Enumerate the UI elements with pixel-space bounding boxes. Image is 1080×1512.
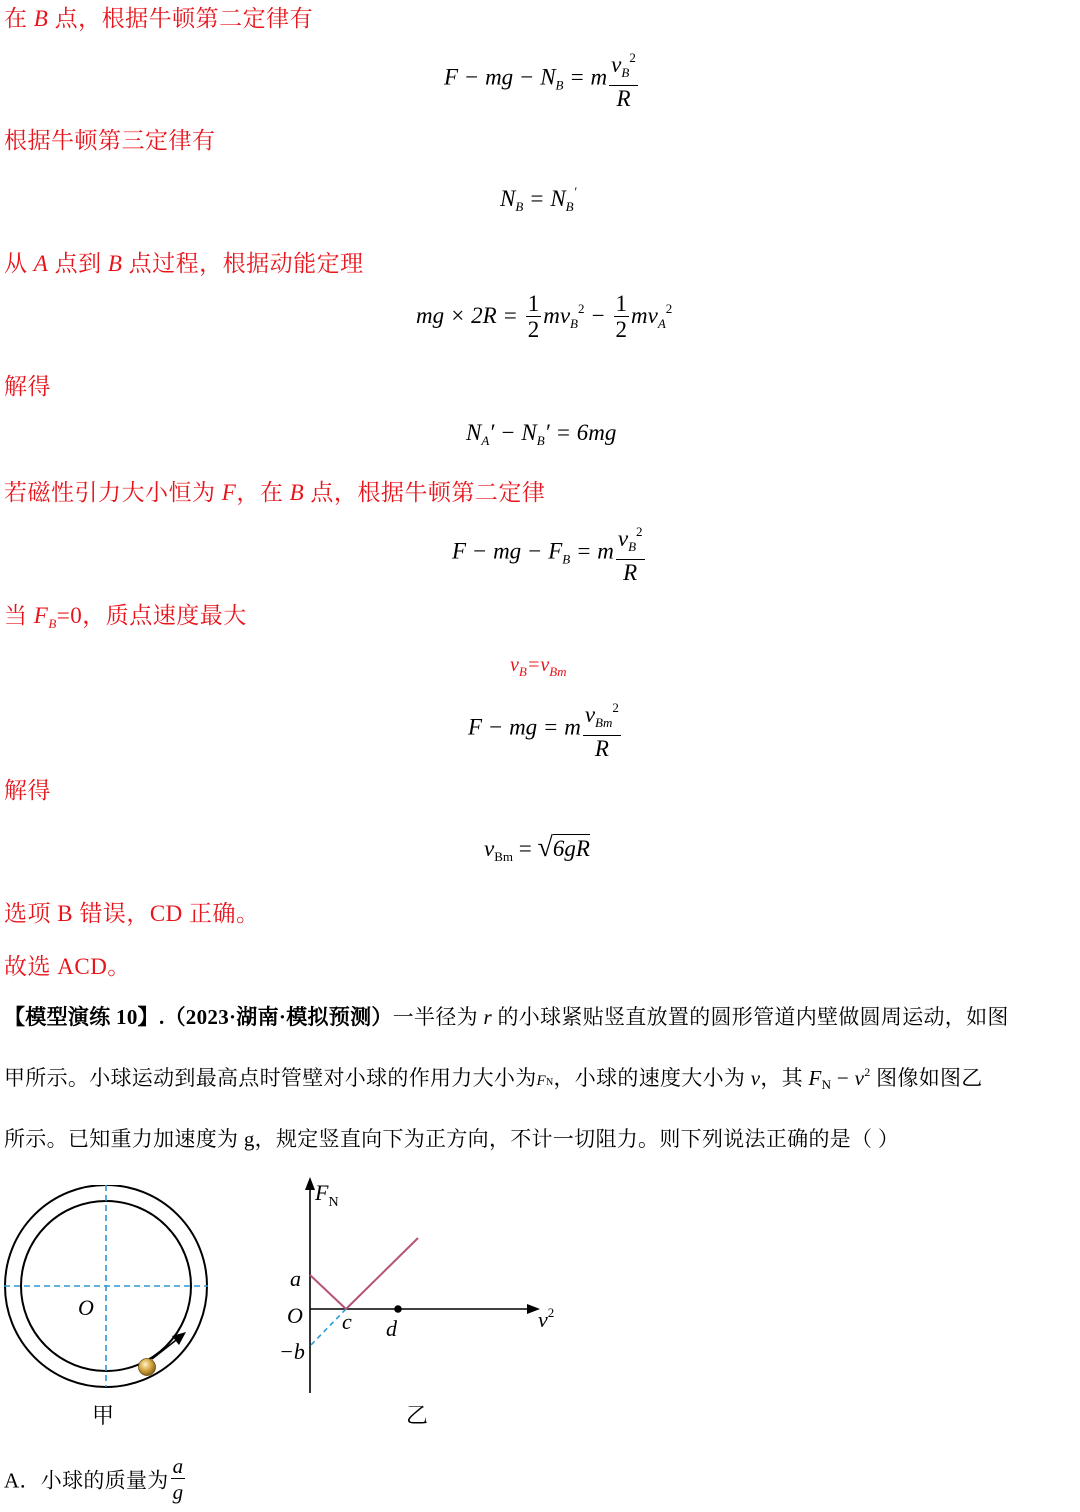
y-axis-label: $F_N$	[315, 1180, 339, 1210]
graph-line-left	[310, 1275, 346, 1309]
figure-circular-tube	[0, 1185, 230, 1435]
problem-line-3: 所示。已知重力加速度为 g，规定竖直向下为正方向，不计一切阻力。则下列说法正确的是（ ）	[4, 1127, 900, 1151]
point-d	[394, 1305, 402, 1313]
equation-newton-second-B: F − mg − $N_B = m$ $\frac{v_B^2}{R}$	[444, 50, 636, 111]
solution-line-3: 从 A 点到 B 点过程，根据动能定理	[4, 251, 364, 276]
x-axis-label: $v^2$	[538, 1305, 555, 1332]
equation-normal-force-difference: $N_A' - N_B' = 6mg$	[466, 420, 617, 448]
solution-line-9: 故选 ACD。	[4, 954, 131, 979]
figure-a-caption: 甲	[92, 1403, 115, 1428]
velocity-arrow-head	[172, 1332, 186, 1345]
problem-line-1: 【模型演练 10】.（2023·湖南·模拟预测）一半径为 r 的小球紧贴竖直放置的圆形管道内壁做圆周运动，如图	[4, 1005, 1009, 1029]
figure-force-velocity-graph	[270, 1175, 580, 1445]
label-c: c	[342, 1309, 352, 1334]
problem-line-2: 甲所示。小球运动到最高点时管壁对小球的作用力大小为FN，小球的速度大小为 v，其 FN − $v^2$ 图像如图乙	[4, 1065, 983, 1092]
label-O: O	[287, 1303, 303, 1328]
center-label: O	[78, 1295, 94, 1320]
equation-max-speed: $v_B=v_{Bm}$	[510, 654, 567, 679]
label-d: d	[386, 1316, 397, 1341]
solution-line-7: 解得	[4, 778, 51, 803]
label-minus-b: −b	[279, 1339, 305, 1364]
equation-max-speed-result: $v_{Bm} = √6gR$	[484, 832, 590, 864]
figure-b-caption: 乙	[406, 1403, 429, 1428]
solution-line-2: 根据牛顿第三定律有	[4, 128, 216, 153]
solution-line-6: 当 $F_B=0$，质点速度最大	[4, 603, 247, 631]
ball	[139, 1359, 156, 1376]
solution-line-5: 若磁性引力大小恒为 F，在 B 点，根据牛顿第二定律	[4, 480, 546, 505]
equation-magnetic-force: F − mg − $F_B = m$ $\frac{v_B^2}{R}$	[452, 524, 643, 585]
equation-kinetic-energy: mg × 2R = $\frac{1}{2}$ $mv_B^2$ − $\frac{1}{2}$ $mv_A^2$	[416, 291, 673, 342]
solution-line-4: 解得	[4, 374, 51, 399]
equation-max-speed-force: F − mg = m $\frac{v_{Bm}^2}{R}$	[468, 700, 619, 761]
problem-source: .（2023·湖南·模拟预测）	[158, 1005, 393, 1029]
solution-line-8: 选项 B 错误，CD 正确。	[4, 901, 260, 926]
graph-line-right	[346, 1238, 418, 1309]
label-a: a	[290, 1266, 301, 1291]
y-axis-arrow	[305, 1177, 315, 1190]
problem-tag: 【模型演练 10】	[4, 1005, 159, 1029]
equation-newton-third: $N_B = N_B'$	[500, 184, 577, 214]
solution-line-1: 在 B 点，根据牛顿第二定律有	[4, 6, 314, 31]
graph-line-extension	[310, 1309, 346, 1346]
option-a: A．小球的质量为 $\frac{a}{g}$	[4, 1454, 184, 1504]
